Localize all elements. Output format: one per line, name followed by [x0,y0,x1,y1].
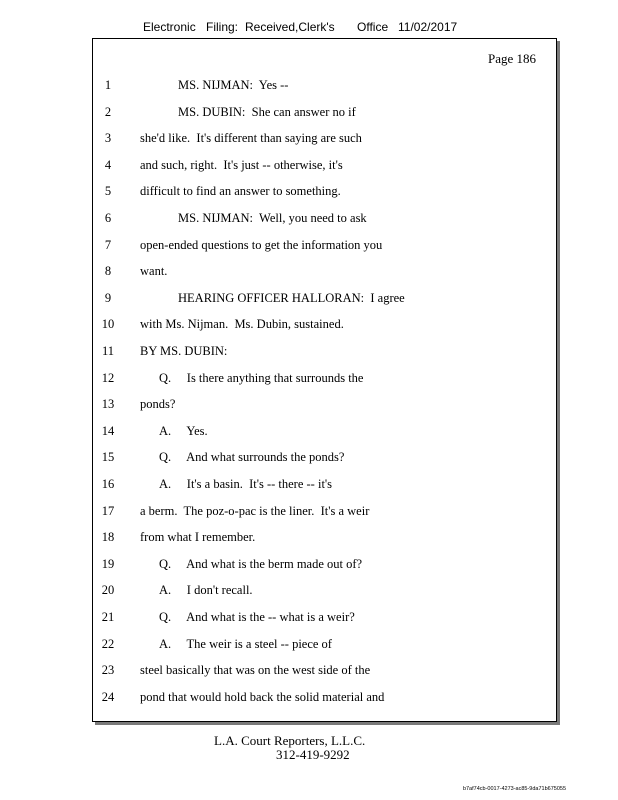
line-number: 22 [101,636,115,651]
line-text: steel basically that was on the west side of the [140,663,371,678]
line-text: ponds? [140,397,176,412]
header-date: 11/02/2017 [398,20,458,34]
header-word-received: Received,Clerk's [245,20,335,34]
line-text: BY MS. DUBIN: [140,344,228,358]
line-number: 24 [101,689,115,704]
footer-company: L.A. Court Reporters, L.L.C. [214,733,366,748]
transcript-line [93,501,553,521]
line-number: 8 [104,264,112,279]
line-number: 16 [101,477,115,491]
line-text: A. It's a basin. It's -- there -- it's [159,477,333,491]
line-number: 6 [104,211,112,225]
transcript-line [93,128,553,148]
line-text: she'd like. It's different than saying are such [140,131,362,146]
transcript-line [93,687,553,707]
line-number: 9 [104,290,112,305]
transcript-line [93,314,553,334]
line-number: 23 [101,663,115,678]
header-word-filing: Filing: [206,20,239,34]
line-text: MS. NIJMAN: Well, you need to ask [178,211,367,225]
line-text: from what I remember. [140,530,256,545]
transcript-line [93,368,553,388]
line-text: pond that would hold back the solid material and [140,689,385,704]
line-text: A. The weir is a steel -- piece of [159,636,332,651]
line-number: 1 [104,78,112,92]
page-number: Page 186 [487,51,536,66]
line-text: and such, right. It's just -- otherwise, it's [140,157,343,172]
transcript-line [93,474,553,494]
line-text: difficult to find an answer to something. [140,184,341,199]
line-text: MS. DUBIN: She can answer no if [178,104,356,119]
transcript-line [93,634,553,654]
line-number: 18 [101,530,115,545]
line-number: 3 [104,131,112,146]
line-number: 19 [101,556,115,571]
transcript-line [93,181,553,201]
line-number: 11 [101,344,115,358]
transcript-line [93,102,553,122]
line-number: 7 [104,237,112,252]
transcript-line [93,155,553,175]
line-number: 15 [101,450,115,465]
line-number: 21 [101,610,115,624]
transcript-line [93,421,553,441]
line-number: 2 [104,104,112,119]
transcript-line [93,527,553,547]
line-text: MS. NIJMAN: Yes -- [178,78,289,92]
line-text: Q. And what is the berm made out of? [159,556,363,571]
header-word-office: Office [357,20,389,34]
transcript-line [93,607,553,627]
transcript-line [93,75,553,95]
transcript-line [93,235,553,255]
line-text: HEARING OFFICER HALLORAN: I agree [178,290,405,305]
transcript-line [93,580,553,600]
line-text: with Ms. Nijman. Ms. Dubin, sustained. [140,317,344,332]
line-number: 13 [101,397,115,412]
line-text: A. I don't recall. [159,583,253,598]
transcript-line [93,554,553,574]
line-text: Q. And what is the -- what is a weir? [159,610,355,624]
header-word-electronic: Electronic [143,20,196,34]
document-hash: b7af74cb-0017-4273-ac85-9da71b675055 [462,786,566,792]
line-text: want. [140,264,168,279]
line-text: Q. Is there anything that surrounds the [159,370,364,385]
transcript-line [93,288,553,308]
transcript-line [93,660,553,680]
line-number: 17 [101,503,115,518]
transcript-line [93,341,553,361]
line-number: 5 [104,184,112,199]
line-text: A. Yes. [159,423,208,438]
transcript-line [93,208,553,228]
footer-phone: 312-419-9292 [276,747,350,762]
line-text: a berm. The poz-o-pac is the liner. It's a weir [140,503,370,518]
transcript-line [93,394,553,414]
line-text: open-ended questions to get the information you [140,237,383,252]
transcript-line [93,261,553,281]
line-number: 12 [101,370,115,385]
line-number: 20 [101,583,115,598]
line-number: 14 [101,423,115,438]
filing-header [0,20,618,36]
transcript-line [93,447,553,467]
line-number: 4 [104,157,112,172]
line-number: 10 [101,317,115,332]
line-text: Q. And what surrounds the ponds? [159,450,345,465]
transcript-page [92,38,557,722]
